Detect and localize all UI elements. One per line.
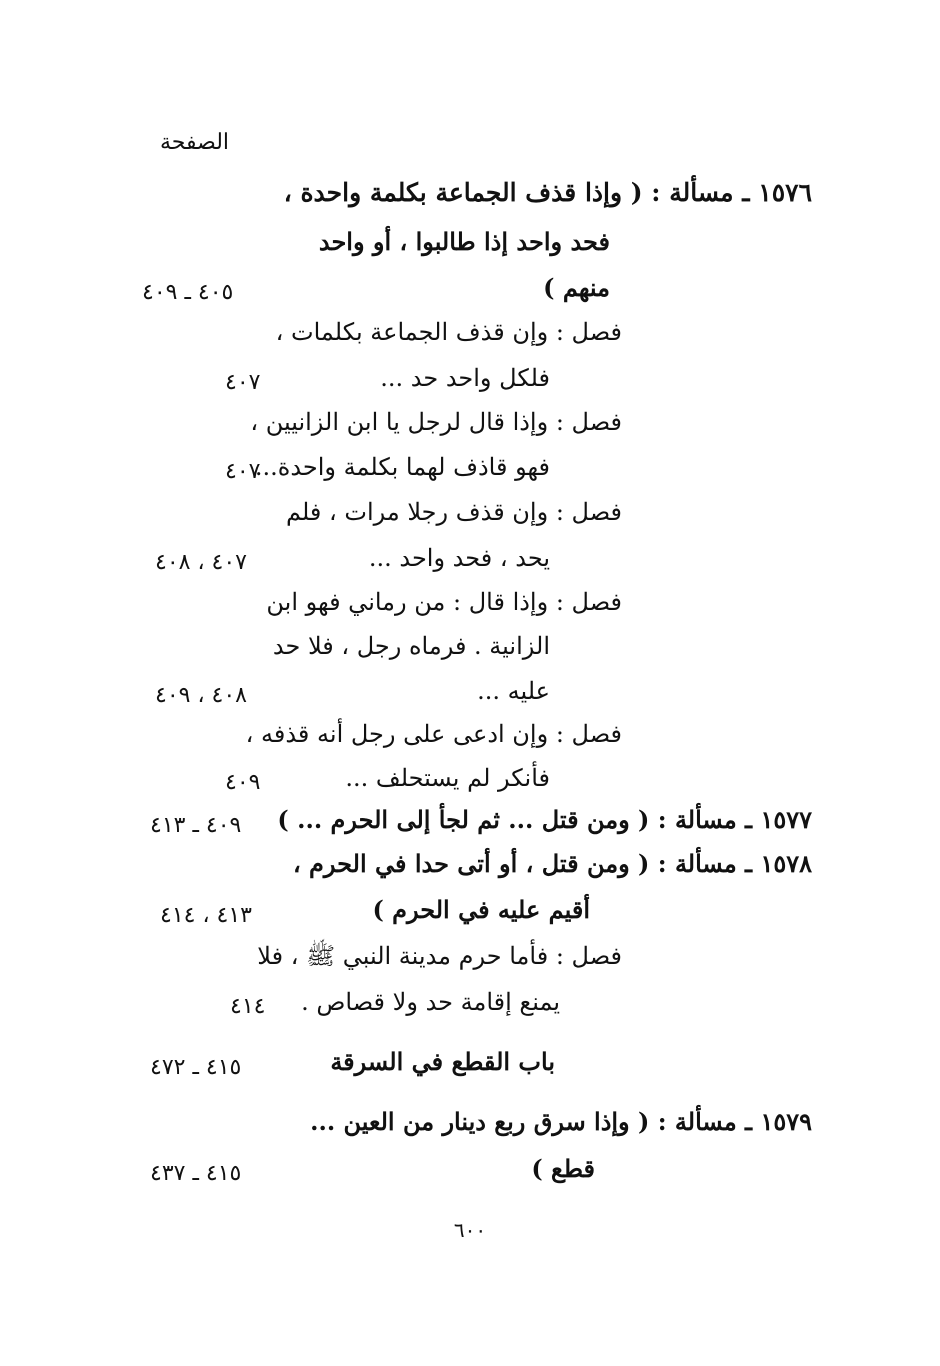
entry-line-1579-title: ١٥٧٩ ـ مسألة : ( وإذا سرق ربع دينار من العين ... — [310, 1107, 812, 1136]
entry-line-1576-cont1: فحد واحد إذا طالبوا ، أو واحد — [318, 227, 610, 256]
page-ref-1577: ٤٠٩ ـ ٤١٣ — [150, 813, 242, 838]
page-ref-section-6: ٤١٤ — [230, 994, 266, 1019]
chapter-heading-theft: باب القطع في السرقة — [330, 1047, 555, 1076]
section-line-3-cont: يحد ، فحد واحد ... — [368, 544, 550, 572]
page-ref-section-2: ٤٠٧ — [225, 459, 261, 484]
section-line-4: فصل : وإذا قال : من رماني فهو ابن — [266, 588, 622, 616]
entry-line-1578-cont: أقيم عليه في الحرم ) — [372, 895, 590, 924]
section-line-2: فصل : وإذا قال لرجل يا ابن الزانيين ، — [250, 408, 622, 436]
entry-line-1578-title: ١٥٧٨ ـ مسألة : ( ومن قتل ، أو أتى حدا في الحرم ، — [292, 849, 812, 878]
section-line-4-cont1: الزانية . فرماه رجل ، فلا حد — [272, 632, 550, 660]
section-line-1: فصل : وإن قذف الجماعة بكلمات ، — [275, 318, 622, 346]
section-line-6: فصل : فأما حرم مدينة النبي ﷺ ، فلا — [257, 942, 622, 970]
section-line-5: فصل : وإن ادعى على رجل أنه قذفه ، — [245, 720, 622, 748]
section-line-3: فصل : وإن قذف رجلا مرات ، فلم — [285, 498, 622, 526]
page-ref-1579: ٤١٥ ـ ٤٣٧ — [150, 1161, 242, 1186]
page-number: ٦٠٠ — [453, 1218, 487, 1242]
section-line-6-cont: يمنع إقامة حد ولا قصاص . — [301, 988, 560, 1016]
page-ref-chapter-theft: ٤١٥ ـ ٤٧٢ — [150, 1055, 242, 1080]
section-line-4-cont2: عليه ... — [477, 677, 550, 705]
section-line-1-cont: فلكل واحد حد ... — [380, 364, 550, 392]
entry-line-1579-cont: قطع ) — [531, 1154, 595, 1183]
page-ref-section-5: ٤٠٩ — [225, 770, 261, 795]
section-line-5-cont: فأنكر لم يستحلف ... — [345, 764, 550, 792]
entry-line-1576-cont2: منهم ) — [543, 273, 610, 302]
page-ref-section-1: ٤٠٧ — [225, 370, 261, 395]
entry-line-1576-title: ١٥٧٦ ـ مسألة : ( وإذا قذف الجماعة بكلمة واحدة ، — [283, 178, 812, 207]
page-ref-1576: ٤٠٥ ـ ٤٠٩ — [142, 280, 234, 305]
page-column-header: الصفحة — [160, 130, 230, 155]
section-line-2-cont: فهو قاذف لهما بكلمة واحدة... — [254, 453, 550, 481]
entry-line-1577-title: ١٥٧٧ ـ مسألة : ( ومن قتل ... ثم لجأ إلى الحرم ... ) — [277, 805, 812, 834]
page-ref-1578: ٤١٣ ، ٤١٤ — [160, 903, 252, 928]
page-ref-section-4: ٤٠٨ ، ٤٠٩ — [155, 683, 247, 708]
page-ref-section-3: ٤٠٧ ، ٤٠٨ — [155, 550, 247, 575]
